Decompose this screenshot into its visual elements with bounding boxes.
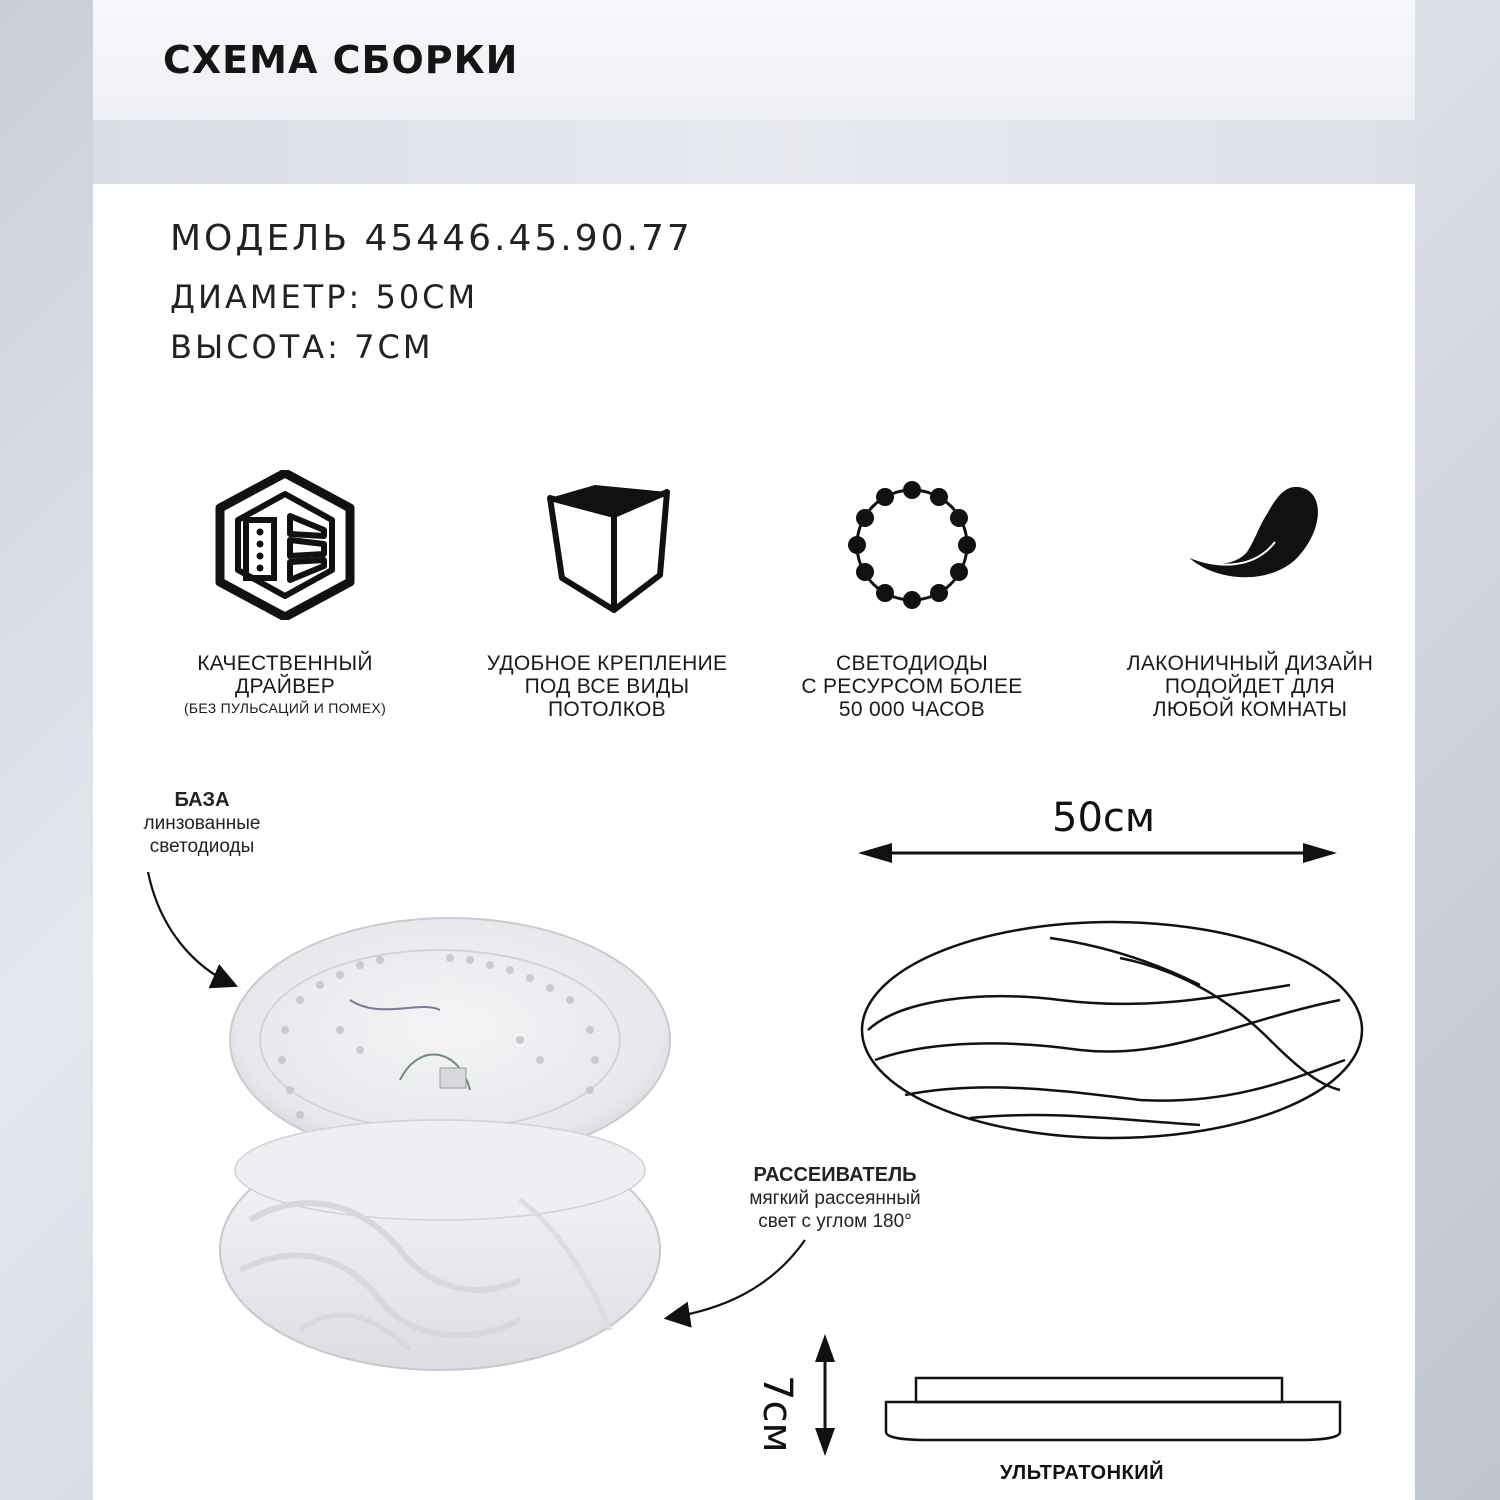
diffuser-illustration — [220, 1120, 660, 1370]
feature-caption-line: ПОТОЛКОВ — [548, 698, 666, 721]
feature-caption-line: ПОД ВСЕ ВИДЫ — [524, 675, 690, 698]
feature-caption-line: ПОДОЙДЕТ ДЛЯ — [1164, 675, 1336, 698]
feature-caption-line: КАЧЕСТВЕННЫЙ — [197, 652, 373, 675]
spec-height: ВЫСОТА: 7СМ — [170, 328, 434, 366]
diffuser-callout-arrow — [668, 1240, 805, 1318]
page-title: СХЕМА СБОРКИ — [163, 38, 519, 82]
feature-caption-line: ЛЮБОЙ КОМНАТЫ — [1152, 698, 1348, 721]
width-dimension-label: 50см — [1052, 795, 1156, 841]
spec-model: МОДЕЛЬ 45446.45.90.77 — [170, 218, 693, 259]
side-profile-outline — [886, 1378, 1340, 1440]
callout-text: светодиоды — [149, 836, 255, 857]
arrow-down-icon — [815, 1428, 835, 1456]
callout-text: свет с углом 180° — [758, 1211, 912, 1232]
arrow-right-icon — [1303, 843, 1337, 863]
profile-label: УЛЬТРАТОНКИЙ — [1000, 1462, 1164, 1484]
feature-caption-note: (БЕЗ ПУЛЬСАЦИЙ И ПОМЕХ) — [183, 700, 387, 716]
feature-caption-line: 50 000 ЧАСОВ — [838, 698, 986, 721]
feature-caption-line: ДРАЙВЕР — [234, 675, 336, 698]
callout-title: БАЗА — [174, 789, 230, 811]
feature-caption-line: С РЕСУРСОМ БОЛЕЕ — [801, 675, 1023, 698]
arrow-up-icon — [815, 1334, 835, 1362]
height-dimension-label: 7см — [754, 1375, 800, 1453]
top-view-outline — [862, 922, 1362, 1138]
feature-caption-line: УДОБНОЕ КРЕПЛЕНИЕ — [486, 652, 728, 675]
spec-diameter: ДИАМЕТР: 50СМ — [170, 278, 479, 316]
feature-caption-line: СВЕТОДИОДЫ — [836, 652, 988, 675]
callout-title: РАССЕИВАТЕЛЬ — [753, 1164, 917, 1186]
callout-text: линзованные — [143, 813, 261, 834]
feature-caption-line: ЛАКОНИЧНЫЙ ДИЗАЙН — [1126, 652, 1374, 675]
base-callout-arrow — [148, 872, 234, 985]
arrow-left-icon — [858, 843, 892, 863]
callout-text: мягкий рассеянный — [749, 1188, 921, 1209]
